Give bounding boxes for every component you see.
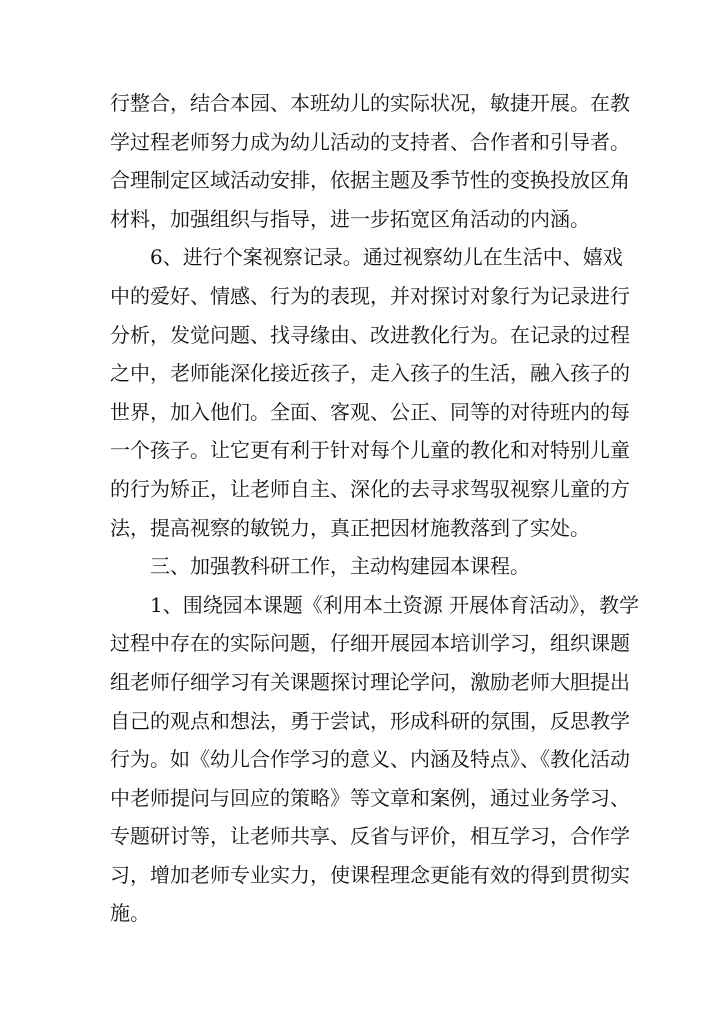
text-line: 中的爱好、情感、行为的表现，并对探讨对象行为记录进行: [110, 283, 630, 308]
section-heading: 三、加强教科研工作，主动构建园本课程。: [150, 554, 530, 579]
text-line: 法，提高视察的敏锐力，真正把因材施教落到了实处。: [110, 515, 590, 540]
text-line: 中老师提问与回应的策略》等文章和案例，通过业务学习、: [110, 785, 630, 810]
document-body: [110, 84, 640, 933]
text-line: 一个孩子。让它更有利于针对每个儿童的教化和对特别儿童: [110, 438, 630, 463]
text-line: 过程中存在的实际问题，仔细开展园本培训学习，组织课题: [110, 631, 630, 656]
text-line: 学过程老师努力成为幼儿活动的支持者、合作者和引导者。: [110, 129, 630, 154]
text-line: 分析，发觉问题、找寻缘由、改进教化行为。在记录的过程: [110, 322, 630, 347]
text-line: 合理制定区域活动安排，依据主题及季节性的变换投放区角: [110, 168, 630, 193]
text-line: 组老师仔细学习有关课题探讨理论学问，激励老师大胆提出: [110, 669, 630, 694]
text-line: 世界，加入他们。全面、客观、公正、同等的对待班内的每: [110, 399, 630, 424]
text-line: 自己的观点和想法，勇于尝试，形成科研的氛围，反思教学: [110, 708, 630, 733]
text-line: 的行为矫正，让老师自主、深化的去寻求驾驭视察儿童的方: [110, 476, 630, 501]
text-line: 专题研讨等，让老师共享、反省与评价，相互学习，合作学: [110, 824, 630, 849]
text-line: 行为。如《幼儿合作学习的意义、内涵及特点》、《教化活动: [110, 747, 630, 772]
text-line: 之中，老师能深化接近孩子，走入孩子的生活，融入孩子的: [110, 361, 630, 386]
paragraph-start-line: 1、围绕园本课题《利用本土资源 开展体育活动》，教学: [150, 592, 640, 617]
text-line: 行整合，结合本园、本班幼儿的实际状况，敏捷开展。在教: [110, 91, 630, 115]
text-line: 材料，加强组织与指导，进一步拓宽区角活动的内涵。: [110, 206, 590, 231]
text-line: 习，增加老师专业实力，使课程理念更能有效的得到贯彻实: [110, 862, 630, 887]
paragraph-start-line: 6、进行个案视察记录。通过视察幼儿在生活中、嬉戏: [150, 245, 623, 270]
text-line: 施。: [110, 901, 150, 926]
